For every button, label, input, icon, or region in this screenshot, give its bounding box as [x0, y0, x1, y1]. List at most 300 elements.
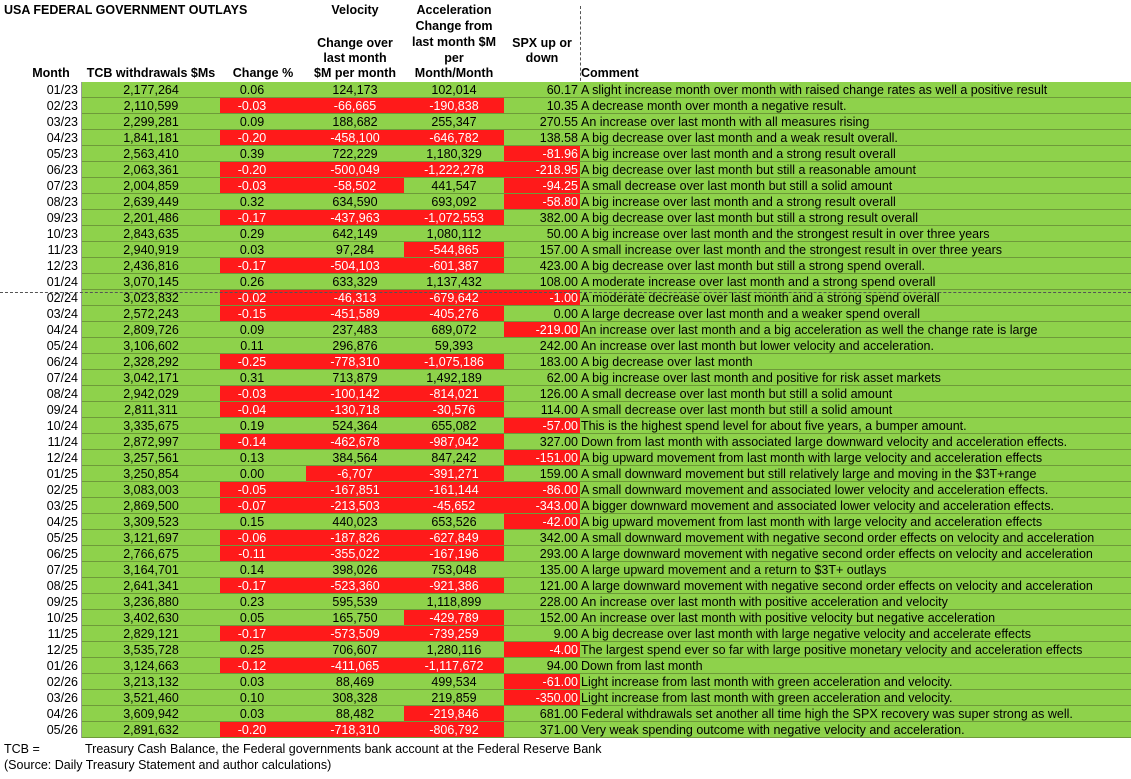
velocity-cell: 642,149	[306, 226, 404, 242]
table-row	[0, 530, 1131, 546]
change-pct-cell: 0.26	[220, 274, 306, 290]
table-row	[0, 578, 1131, 594]
spx-cell: -81.96	[504, 146, 580, 162]
spx-cell: 159.00	[504, 466, 580, 482]
month-cell: 02/23	[3, 98, 82, 114]
table-row	[0, 482, 1131, 498]
footer-tcb-def: Treasury Cash Balance, the Federal governments bank account at the Federal Reserve Bank	[85, 742, 602, 756]
table-row	[0, 674, 1131, 690]
acceleration-cell: 219,859	[404, 690, 504, 706]
table-row	[0, 514, 1131, 530]
velocity-cell: 188,682	[306, 114, 404, 130]
spx-cell: 327.00	[504, 434, 580, 450]
acceleration-cell: -1,072,553	[404, 210, 504, 226]
tcb-cell: 2,843,635	[82, 226, 220, 242]
month-cell: 11/25	[3, 626, 82, 642]
acceleration-cell: -544,865	[404, 242, 504, 258]
velocity-cell: 524,364	[306, 418, 404, 434]
tcb-cell: 3,121,697	[82, 530, 220, 546]
table-row	[0, 258, 1131, 274]
spx-cell: -86.00	[504, 482, 580, 498]
tcb-cell: 2,869,500	[82, 498, 220, 514]
comment-cell: Federal withdrawals set another all time high the SPX recovery was super strong as well.	[580, 706, 1131, 722]
change-pct-cell: -0.20	[220, 162, 306, 178]
change-pct-cell: 0.06	[220, 82, 306, 98]
month-cell: 06/25	[3, 546, 82, 562]
spx-cell: 183.00	[504, 354, 580, 370]
comment-cell: A moderate decrease over last month and a strong spend overall	[580, 290, 1131, 306]
tcb-cell: 3,609,942	[82, 706, 220, 722]
comment-cell: An increase over last month with all measures rising	[580, 114, 1131, 130]
spx-cell: -350.00	[504, 690, 580, 706]
comment-cell: This is the highest spend level for about five years, a bumper amount.	[580, 418, 1131, 434]
month-cell: 03/24	[3, 306, 82, 322]
acceleration-cell: -814,021	[404, 386, 504, 402]
tcb-cell: 2,891,632	[82, 722, 220, 738]
acceleration-cell: -739,259	[404, 626, 504, 642]
change-pct-cell: 0.05	[220, 610, 306, 626]
spx-cell: 423.00	[504, 258, 580, 274]
month-cell: 06/24	[3, 354, 82, 370]
acceleration-cell: -601,387	[404, 258, 504, 274]
comment-cell: A bigger downward movement and associated lower velocity and acceleration effects.	[580, 498, 1131, 514]
spx-cell: 152.00	[504, 610, 580, 626]
acceleration-cell: 1,118,899	[404, 594, 504, 610]
comment-cell: A small decrease over last month but still a solid amount	[580, 402, 1131, 418]
spx-cell: 94.00	[504, 658, 580, 674]
acceleration-cell: 689,072	[404, 322, 504, 338]
velocity-cell: -778,310	[306, 354, 404, 370]
comment-cell: An increase over last month with positive acceleration and velocity	[580, 594, 1131, 610]
spx-cell: -219.00	[504, 322, 580, 338]
change-pct-cell: -0.17	[220, 210, 306, 226]
comment-cell: Light increase from last month with green acceleration and velocity.	[580, 690, 1131, 706]
month-cell: 09/23	[3, 210, 82, 226]
acceleration-cell: -190,838	[404, 98, 504, 114]
comment-cell: The largest spend ever so far with large positive monetary velocity and acceleration effects	[580, 642, 1131, 658]
acceleration-cell: -167,196	[404, 546, 504, 562]
month-cell: 04/24	[3, 322, 82, 338]
tcb-header: TCB withdrawals $Ms	[86, 66, 216, 80]
velocity-cell: -6,707	[306, 466, 404, 482]
month-cell: 05/23	[3, 146, 82, 162]
velocity-cell: 124,173	[306, 82, 404, 98]
acceleration-sub1: Change from	[415, 19, 493, 33]
month-cell: 01/26	[3, 658, 82, 674]
month-cell: 09/24	[3, 402, 82, 418]
acceleration-cell: -627,849	[404, 530, 504, 546]
tcb-cell: 2,639,449	[82, 194, 220, 210]
spx-cell: 62.00	[504, 370, 580, 386]
velocity-cell: 398,026	[306, 562, 404, 578]
acceleration-cell: -219,846	[404, 706, 504, 722]
acceleration-cell: 255,347	[404, 114, 504, 130]
acceleration-cell: -391,271	[404, 466, 504, 482]
comment-cell: A small increase over last month and the strongest result in over three years	[580, 242, 1131, 258]
change-pct-cell: 0.39	[220, 146, 306, 162]
comment-cell: A big decrease over last month and a weak result overall.	[580, 130, 1131, 146]
tcb-cell: 2,299,281	[82, 114, 220, 130]
tcb-cell: 3,042,171	[82, 370, 220, 386]
tcb-cell: 2,572,243	[82, 306, 220, 322]
spx-cell: -94.25	[504, 178, 580, 194]
velocity-cell: -718,310	[306, 722, 404, 738]
change-pct-cell: -0.17	[220, 578, 306, 594]
spx-cell: 270.55	[504, 114, 580, 130]
tcb-cell: 3,106,602	[82, 338, 220, 354]
velocity-cell: 88,469	[306, 674, 404, 690]
footer-tcb-label: TCB =	[4, 742, 40, 756]
tcb-cell: 2,063,361	[82, 162, 220, 178]
tcb-cell: 3,257,561	[82, 450, 220, 466]
spx-cell: 108.00	[504, 274, 580, 290]
velocity-cell: 634,590	[306, 194, 404, 210]
comment-cell: A small decrease over last month but still a solid amount	[580, 386, 1131, 402]
velocity-cell: 722,229	[306, 146, 404, 162]
spx-cell: -343.00	[504, 498, 580, 514]
comment-cell: A big decrease over last month but still a strong result overall	[580, 210, 1131, 226]
spx-cell: -1.00	[504, 290, 580, 306]
change-pct-cell: 0.25	[220, 642, 306, 658]
table-row	[0, 274, 1131, 290]
table-row	[0, 722, 1131, 738]
spx-cell: 382.00	[504, 210, 580, 226]
month-cell: 11/23	[3, 242, 82, 258]
change-pct-cell: 0.09	[220, 114, 306, 130]
month-cell: 07/23	[3, 178, 82, 194]
spx-cell: 681.00	[504, 706, 580, 722]
comment-cell: A big upward movement from last month with large velocity and acceleration effects	[580, 450, 1131, 466]
table-row	[0, 194, 1131, 210]
month-cell: 03/26	[3, 690, 82, 706]
velocity-cell: 384,564	[306, 450, 404, 466]
velocity-cell: 296,876	[306, 338, 404, 354]
acceleration-cell: 1,137,432	[404, 274, 504, 290]
change-pct-cell: -0.06	[220, 530, 306, 546]
comment-cell: A small downward movement and associated lower velocity and acceleration effects.	[580, 482, 1131, 498]
spx-cell: 138.58	[504, 130, 580, 146]
table-row	[0, 546, 1131, 562]
month-cell: 10/24	[3, 418, 82, 434]
month-cell: 01/24	[3, 274, 82, 290]
change-pct-cell: 0.03	[220, 242, 306, 258]
velocity-cell: -573,509	[306, 626, 404, 642]
tcb-cell: 1,841,181	[82, 130, 220, 146]
comment-cell: An increase over last month but lower velocity and acceleration.	[580, 338, 1131, 354]
comment-cell: Light increase from last month with green acceleration and velocity.	[580, 674, 1131, 690]
comment-cell: A big increase over last month and the strongest result in over three years	[580, 226, 1131, 242]
acceleration-cell: 847,242	[404, 450, 504, 466]
tcb-cell: 3,023,832	[82, 290, 220, 306]
table-row	[0, 114, 1131, 130]
tcb-cell: 3,335,675	[82, 418, 220, 434]
change-pct-cell: 0.13	[220, 450, 306, 466]
spx-cell: 0.00	[504, 306, 580, 322]
velocity-cell: -46,313	[306, 290, 404, 306]
tcb-cell: 2,110,599	[82, 98, 220, 114]
month-cell: 04/26	[3, 706, 82, 722]
change-pct-cell: 0.14	[220, 562, 306, 578]
table-row	[0, 130, 1131, 146]
change-pct-cell: -0.05	[220, 482, 306, 498]
velocity-cell: -523,360	[306, 578, 404, 594]
change-pct-cell: -0.03	[220, 386, 306, 402]
month-cell: 09/25	[3, 594, 82, 610]
velocity-sub1: Change over	[317, 36, 393, 50]
acceleration-sub2: last month $M	[411, 35, 497, 49]
change-pct-cell: -0.17	[220, 258, 306, 274]
change-pct-cell: -0.14	[220, 434, 306, 450]
month-cell: 05/26	[3, 722, 82, 738]
tcb-cell: 3,083,003	[82, 482, 220, 498]
header-area	[0, 0, 1131, 82]
velocity-cell: -437,963	[306, 210, 404, 226]
comment-cell: A big increase over last month and positive for risk asset markets	[580, 370, 1131, 386]
table-row	[0, 242, 1131, 258]
month-cell: 12/24	[3, 450, 82, 466]
acceleration-sub4: Month/Month	[414, 66, 494, 80]
comment-cell: A large downward movement with negative second order effects on velocity and acceleration	[580, 546, 1131, 562]
acceleration-cell: -30,576	[404, 402, 504, 418]
month-cell: 07/24	[3, 370, 82, 386]
tcb-cell: 2,328,292	[82, 354, 220, 370]
change-pct-cell: 0.29	[220, 226, 306, 242]
month-cell: 08/25	[3, 578, 82, 594]
velocity-sub3: $M per month	[314, 66, 396, 80]
velocity-cell: 595,539	[306, 594, 404, 610]
change-pct-cell: 0.15	[220, 514, 306, 530]
month-cell: 08/24	[3, 386, 82, 402]
comment-header: Comment	[581, 66, 639, 80]
table-row	[0, 162, 1131, 178]
spx-cell: 157.00	[504, 242, 580, 258]
change-pct-cell: 0.00	[220, 466, 306, 482]
spx-cell: -61.00	[504, 674, 580, 690]
velocity-cell: 633,329	[306, 274, 404, 290]
month-cell: 01/25	[3, 466, 82, 482]
table-row	[0, 322, 1131, 338]
table-row	[0, 466, 1131, 482]
month-cell: 04/25	[3, 514, 82, 530]
month-cell: 12/25	[3, 642, 82, 658]
data-table	[0, 82, 1131, 738]
month-cell: 12/23	[3, 258, 82, 274]
tcb-cell: 3,124,663	[82, 658, 220, 674]
spx-cell: 50.00	[504, 226, 580, 242]
velocity-cell: 97,284	[306, 242, 404, 258]
table-row	[0, 82, 1131, 98]
spx-cell: 135.00	[504, 562, 580, 578]
acceleration-cell: 655,082	[404, 418, 504, 434]
acceleration-cell: 1,492,189	[404, 370, 504, 386]
month-cell: 03/25	[3, 498, 82, 514]
comment-cell: Down from last month	[580, 658, 1131, 674]
table-row	[0, 354, 1131, 370]
spx-cell: 342.00	[504, 530, 580, 546]
acceleration-cell: -1,222,278	[404, 162, 504, 178]
acceleration-cell: 1,180,329	[404, 146, 504, 162]
spx-header-1: SPX up or	[512, 36, 572, 50]
spx-cell: -57.00	[504, 418, 580, 434]
change-pct-cell: 0.19	[220, 418, 306, 434]
table-row	[0, 610, 1131, 626]
tcb-cell: 2,872,997	[82, 434, 220, 450]
table-row	[0, 434, 1131, 450]
comment-cell: An increase over last month and a big acceleration as well the change rate is large	[580, 322, 1131, 338]
change-pct-cell: 0.03	[220, 706, 306, 722]
spx-cell: 114.00	[504, 402, 580, 418]
spx-cell: -58.80	[504, 194, 580, 210]
month-cell: 06/23	[3, 162, 82, 178]
sheet-title: USA FEDERAL GOVERNMENT OUTLAYS	[4, 3, 248, 17]
change-pct-cell: -0.12	[220, 658, 306, 674]
acceleration-cell: 102,014	[404, 82, 504, 98]
acceleration-cell: 653,526	[404, 514, 504, 530]
velocity-cell: -462,678	[306, 434, 404, 450]
spx-cell: 121.00	[504, 578, 580, 594]
table-row	[0, 706, 1131, 722]
change-pct-cell: -0.03	[220, 98, 306, 114]
comment-cell: Down from last month with associated large downward velocity and acceleration effects.	[580, 434, 1131, 450]
month-header: Month	[32, 66, 70, 80]
velocity-cell: 713,879	[306, 370, 404, 386]
change-pct-cell: 0.23	[220, 594, 306, 610]
comment-cell: A big increase over last month and a strong result overall	[580, 194, 1131, 210]
footer-tcb	[4, 741, 602, 757]
table-row	[0, 210, 1131, 226]
month-cell: 04/23	[3, 130, 82, 146]
tcb-cell: 3,236,880	[82, 594, 220, 610]
tcb-cell: 3,309,523	[82, 514, 220, 530]
acceleration-cell: 441,547	[404, 178, 504, 194]
month-cell: 07/25	[3, 562, 82, 578]
velocity-cell: -500,049	[306, 162, 404, 178]
tcb-cell: 2,829,121	[82, 626, 220, 642]
change-pct-header: Change %	[232, 66, 294, 80]
table-row	[0, 386, 1131, 402]
acceleration-cell: 1,280,116	[404, 642, 504, 658]
table-row	[0, 306, 1131, 322]
velocity-cell: 88,482	[306, 706, 404, 722]
page-break-line	[0, 292, 1131, 293]
spx-cell: 371.00	[504, 722, 580, 738]
comment-cell: A big decrease over last month with large negative velocity and accelerate effects	[580, 626, 1131, 642]
comment-cell: A small downward movement with negative second order effects on velocity and acceleration	[580, 530, 1131, 546]
acceleration-header: Acceleration	[416, 3, 492, 17]
change-pct-cell: 0.09	[220, 322, 306, 338]
table-row	[0, 658, 1131, 674]
change-pct-cell: -0.25	[220, 354, 306, 370]
tcb-cell: 3,250,854	[82, 466, 220, 482]
comment-cell: Very weak spending outcome with negative velocity and acceleration.	[580, 722, 1131, 738]
month-cell: 01/23	[3, 82, 82, 98]
table-row	[0, 418, 1131, 434]
tcb-cell: 3,535,728	[82, 642, 220, 658]
table-row	[0, 562, 1131, 578]
comment-cell: A large upward movement and a return to $3T+ outlays	[580, 562, 1131, 578]
acceleration-cell: 1,080,112	[404, 226, 504, 242]
velocity-cell: 165,750	[306, 610, 404, 626]
change-pct-cell: -0.20	[220, 722, 306, 738]
velocity-cell: -58,502	[306, 178, 404, 194]
tcb-cell: 2,563,410	[82, 146, 220, 162]
month-cell: 11/24	[3, 434, 82, 450]
velocity-cell: 706,607	[306, 642, 404, 658]
table-row	[0, 642, 1131, 658]
tcb-cell: 2,436,816	[82, 258, 220, 274]
comment-cell: A large decrease over last month and a weaker spend overall	[580, 306, 1131, 322]
spx-cell: 293.00	[504, 546, 580, 562]
change-pct-cell: -0.15	[220, 306, 306, 322]
tcb-cell: 3,521,460	[82, 690, 220, 706]
footer-source: (Source: Daily Treasury Statement and author calculations)	[4, 758, 332, 772]
change-pct-cell: 0.11	[220, 338, 306, 354]
month-cell: 02/24	[3, 290, 82, 306]
comment-cell: A big upward movement from last month with large velocity and acceleration effects	[580, 514, 1131, 530]
spx-cell: 126.00	[504, 386, 580, 402]
velocity-cell: -451,589	[306, 306, 404, 322]
tcb-cell: 2,766,675	[82, 546, 220, 562]
change-pct-cell: -0.02	[220, 290, 306, 306]
month-cell: 08/23	[3, 194, 82, 210]
acceleration-cell: 753,048	[404, 562, 504, 578]
table-row	[0, 690, 1131, 706]
comment-cell: A big increase over last month and a strong result overall	[580, 146, 1131, 162]
comment-cell: A big decrease over last month but still a reasonable amount	[580, 162, 1131, 178]
comment-cell: A decrease month over month a negative result.	[580, 98, 1131, 114]
tcb-cell: 3,164,701	[82, 562, 220, 578]
acceleration-cell: -45,652	[404, 498, 504, 514]
spx-cell: 10.35	[504, 98, 580, 114]
velocity-sub2: last month	[323, 51, 387, 65]
velocity-cell: -355,022	[306, 546, 404, 562]
month-cell: 05/24	[3, 338, 82, 354]
comment-cell: A small downward movement but still relatively large and moving in the $3T+range	[580, 466, 1131, 482]
spx-header-2: down	[525, 51, 559, 65]
acceleration-cell: -1,117,672	[404, 658, 504, 674]
tcb-cell: 2,942,029	[82, 386, 220, 402]
tcb-cell: 2,641,341	[82, 578, 220, 594]
month-cell: 10/23	[3, 226, 82, 242]
month-cell: 03/23	[3, 114, 82, 130]
tcb-cell: 3,402,630	[82, 610, 220, 626]
velocity-cell: -167,851	[306, 482, 404, 498]
change-pct-cell: 0.03	[220, 674, 306, 690]
acceleration-cell: -806,792	[404, 722, 504, 738]
acceleration-cell: -679,642	[404, 290, 504, 306]
table-row	[0, 370, 1131, 386]
velocity-cell: -411,065	[306, 658, 404, 674]
table-row	[0, 594, 1131, 610]
acceleration-cell: -429,789	[404, 610, 504, 626]
velocity-cell: -187,826	[306, 530, 404, 546]
velocity-cell: -66,665	[306, 98, 404, 114]
acceleration-cell: 499,534	[404, 674, 504, 690]
change-pct-cell: -0.03	[220, 178, 306, 194]
spx-cell: 60.17	[504, 82, 580, 98]
tcb-cell: 2,811,311	[82, 402, 220, 418]
month-cell: 10/25	[3, 610, 82, 626]
acceleration-cell: 693,092	[404, 194, 504, 210]
month-cell: 02/25	[3, 482, 82, 498]
change-pct-cell: -0.04	[220, 402, 306, 418]
spx-cell: -42.00	[504, 514, 580, 530]
acceleration-sub3: per	[444, 51, 464, 65]
velocity-cell: -458,100	[306, 130, 404, 146]
tcb-cell: 2,809,726	[82, 322, 220, 338]
table-row	[0, 146, 1131, 162]
velocity-cell: 237,483	[306, 322, 404, 338]
